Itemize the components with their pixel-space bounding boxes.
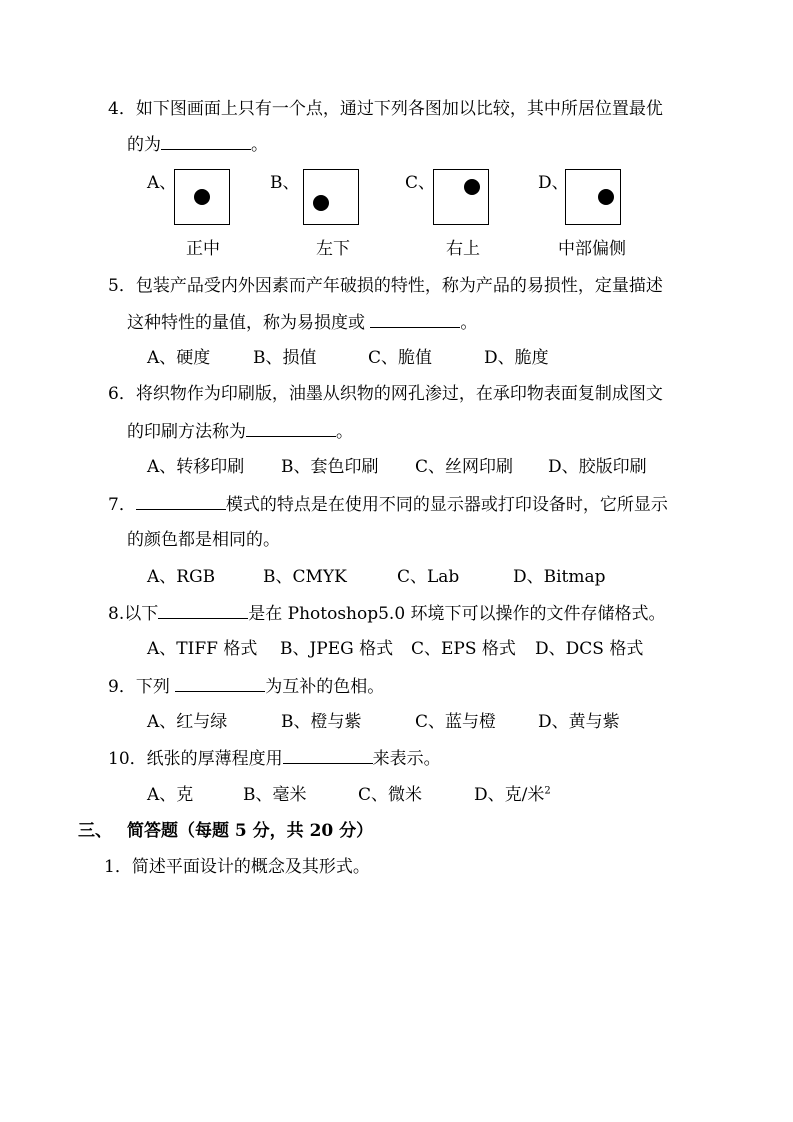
q10-answer-blank[interactable]	[283, 747, 373, 764]
q4-option-b-label: B、	[270, 173, 300, 193]
q4-caption-d: 中部偏侧	[558, 239, 626, 259]
q5-line2	[127, 311, 477, 334]
dot-middle-side	[598, 189, 614, 205]
q7-line1-post: 模式的特点是在使用不同的显示器或打印设备时，它所显示	[225, 495, 668, 515]
q8-option-d[interactable]: D、DCS 格式	[535, 639, 644, 659]
section-3-title: 简答题（每题 5 分，共 20 分）	[127, 821, 374, 841]
q6-option-c[interactable]: C、丝网印刷	[415, 457, 514, 477]
dot-bottom-left	[313, 195, 329, 211]
q4-option-d-label: D、	[538, 173, 569, 193]
q6-line2-pre: 的印刷方法称为	[127, 422, 246, 442]
q6-answer-blank[interactable]	[246, 420, 336, 437]
q10-option-a[interactable]: A、克	[147, 785, 194, 805]
q5-option-b[interactable]: B、损值	[253, 348, 317, 368]
q7-answer-blank[interactable]	[136, 493, 226, 510]
q8-option-c[interactable]: C、EPS 格式	[411, 639, 516, 659]
q8-option-b[interactable]: B、JPEG 格式	[280, 639, 394, 659]
q4-caption-a: 正中	[186, 239, 220, 259]
q6-option-b[interactable]: B、套色印刷	[281, 457, 379, 477]
q5-line2-pre: 这种特性的量值，称为易损度或	[127, 313, 371, 333]
q10-option-c[interactable]: C、微米	[358, 785, 423, 805]
q7-option-a[interactable]: A、RGB	[147, 567, 216, 587]
q4-line1: 4．如下图画面上只有一个点，通过下列各图加以比较，其中所居位置最优	[108, 99, 663, 119]
q7-line1	[108, 493, 668, 516]
q10-line1	[108, 747, 441, 770]
q6-line2	[127, 420, 353, 443]
q10-option-d-text: D、克/米	[474, 785, 545, 805]
q7-option-d[interactable]: D、Bitmap	[513, 567, 606, 587]
q4-option-d-box	[565, 169, 621, 225]
q4-option-c-label: C、	[405, 173, 436, 193]
q9-line1	[108, 675, 384, 698]
q5-line1: 5．包装产品受内外因素而产年破损的特性，称为产品的易损性，定量描述	[108, 276, 663, 296]
q4-option-a-box	[174, 169, 230, 225]
q6-line1: 6．将织物作为印刷版，油墨从织物的网孔渗过，在承印物表面复制成图文	[108, 384, 663, 404]
q7-line1-pre: 7．	[108, 495, 136, 515]
q8-line1	[108, 602, 666, 625]
q5-line2-post: 。	[460, 313, 478, 333]
q6-line2-post: 。	[336, 422, 353, 442]
q4-caption-b: 左下	[316, 239, 350, 259]
q7-option-b[interactable]: B、CMYK	[263, 567, 347, 587]
q5-answer-blank[interactable]	[370, 311, 460, 328]
q4-option-b-box	[303, 169, 359, 225]
q8-line1-post: 是在 Photoshop5.0 环境下可以操作的文件存储格式。	[248, 604, 666, 624]
section-3-number: 三、	[78, 821, 112, 841]
q6-option-a[interactable]: A、转移印刷	[147, 457, 245, 477]
q10-line1-post: 来表示。	[372, 749, 441, 769]
q9-line1-pre: 9．下列	[108, 677, 176, 697]
dot-top-right	[464, 179, 480, 195]
q10-line1-pre: 10．纸张的厚薄程度用	[108, 749, 283, 769]
q5-option-a[interactable]: A、硬度	[147, 348, 211, 368]
q4-option-a-label: A、	[147, 173, 177, 193]
q7-option-c[interactable]: C、Lab	[397, 567, 460, 587]
q4-line2-post: 。	[251, 135, 268, 155]
q4-option-c-box	[433, 169, 489, 225]
q8-answer-blank[interactable]	[158, 602, 248, 619]
q9-answer-blank[interactable]	[175, 675, 265, 692]
q9-option-d[interactable]: D、黄与紫	[538, 712, 620, 732]
q10-option-d[interactable]	[474, 784, 551, 806]
q5-option-c[interactable]: C、脆值	[368, 348, 433, 368]
q6-option-d[interactable]: D、胶版印刷	[548, 457, 647, 477]
q7-line2: 的颜色都是相同的。	[127, 530, 280, 550]
q5-option-d[interactable]: D、脆度	[484, 348, 549, 368]
q10-option-b[interactable]: B、毫米	[243, 785, 307, 805]
q8-option-a[interactable]: A、TIFF 格式	[147, 639, 258, 659]
section-3-question-1: 1．简述平面设计的概念及其形式。	[104, 857, 370, 877]
q4-line2-pre: 的为	[127, 135, 161, 155]
q9-option-b[interactable]: B、橙与紫	[281, 712, 362, 732]
q10-option-d-superscript: 2	[544, 785, 551, 797]
q9-line1-post: 为互补的色相。	[265, 677, 385, 697]
q4-caption-c: 右上	[446, 239, 480, 259]
q4-line2	[127, 133, 268, 156]
q4-answer-blank[interactable]	[161, 133, 251, 150]
q9-option-a[interactable]: A、红与绿	[147, 712, 228, 732]
q9-option-c[interactable]: C、蓝与橙	[415, 712, 497, 732]
dot-center	[194, 189, 210, 205]
q8-line1-pre: 8.以下	[108, 604, 159, 624]
